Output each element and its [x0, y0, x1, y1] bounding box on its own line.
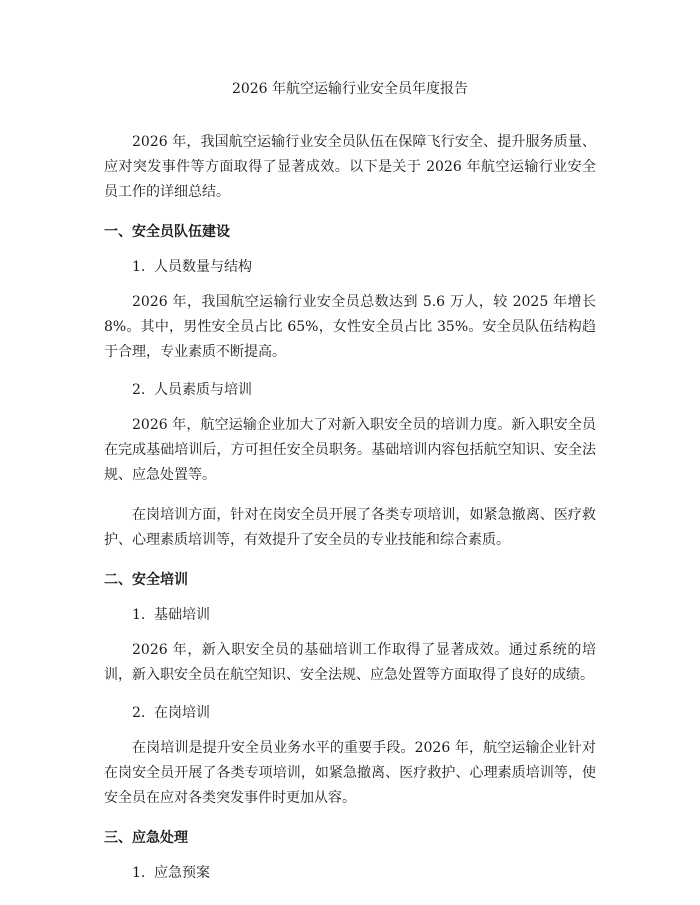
document-title: 2026 年航空运输行业安全员年度报告	[231, 81, 469, 97]
subsection-heading	[104, 863, 596, 883]
subsection-number: 1.	[132, 865, 146, 881]
body-paragraph: 2026 年，新入职安全员的基础培训工作取得了显著成效。通过系统的培训，新入职安全员在航空知识、安全法规、应急处置等方面取得了良好的成绩。	[104, 642, 596, 683]
body-paragraph: 2026 年，航空运输企业加大了对新入职安全员的培训力度。新入职安全员在完成基础培训后，方可担任安全员职务。基础培训内容包括航空知识、安全法规、应急处置等。	[104, 417, 596, 483]
body-paragraph: 2026 年，我国航空运输行业安全员总数达到 5.6 万人，较 2025 年增长 8%。其中，男性安全员占比 65%，女性安全员占比 35%。安全员队伍结构趋于合理，专业素质不断提高。	[104, 294, 596, 360]
subsection-heading	[104, 380, 596, 400]
section-heading: 二、安全培训	[104, 572, 188, 588]
subsection-number: 1.	[132, 259, 146, 275]
subsection-title: 基础培训	[154, 607, 210, 623]
subsection-number: 1.	[132, 607, 146, 623]
subsection-number: 2.	[132, 705, 146, 721]
subsection-title: 人员素质与培训	[154, 382, 252, 398]
subsection-heading	[104, 257, 596, 277]
subsection-title: 人员数量与结构	[154, 259, 252, 275]
subsection-heading	[104, 605, 596, 625]
body-paragraph: 在岗培训方面，针对在岗安全员开展了各类专项培训，如紧急撤离、医疗救护、心理素质培训等，有效提升了安全员的专业技能和综合素质。	[104, 507, 596, 548]
section-heading: 一、安全员队伍建设	[104, 224, 230, 240]
subsection-heading	[104, 703, 596, 723]
section-heading: 三、应急处理	[104, 830, 188, 846]
body-paragraph: 在岗培训是提升安全员业务水平的重要手段。2026 年，航空运输企业针对在岗安全员开展了各类专项培训，如紧急撤离、医疗救护、心理素质培训等，使安全员在应对各类突发事件时更加从容。	[104, 740, 596, 806]
subsection-number: 2.	[132, 382, 146, 398]
intro-paragraph: 2026 年，我国航空运输行业安全员队伍在保障飞行安全、提升服务质量、应对突发事件等方面取得了显著成效。以下是关于 2026 年航空运输行业安全员工作的详细总结。	[104, 134, 596, 200]
subsection-title: 在岗培训	[154, 705, 210, 721]
subsection-title: 应急预案	[154, 865, 210, 881]
